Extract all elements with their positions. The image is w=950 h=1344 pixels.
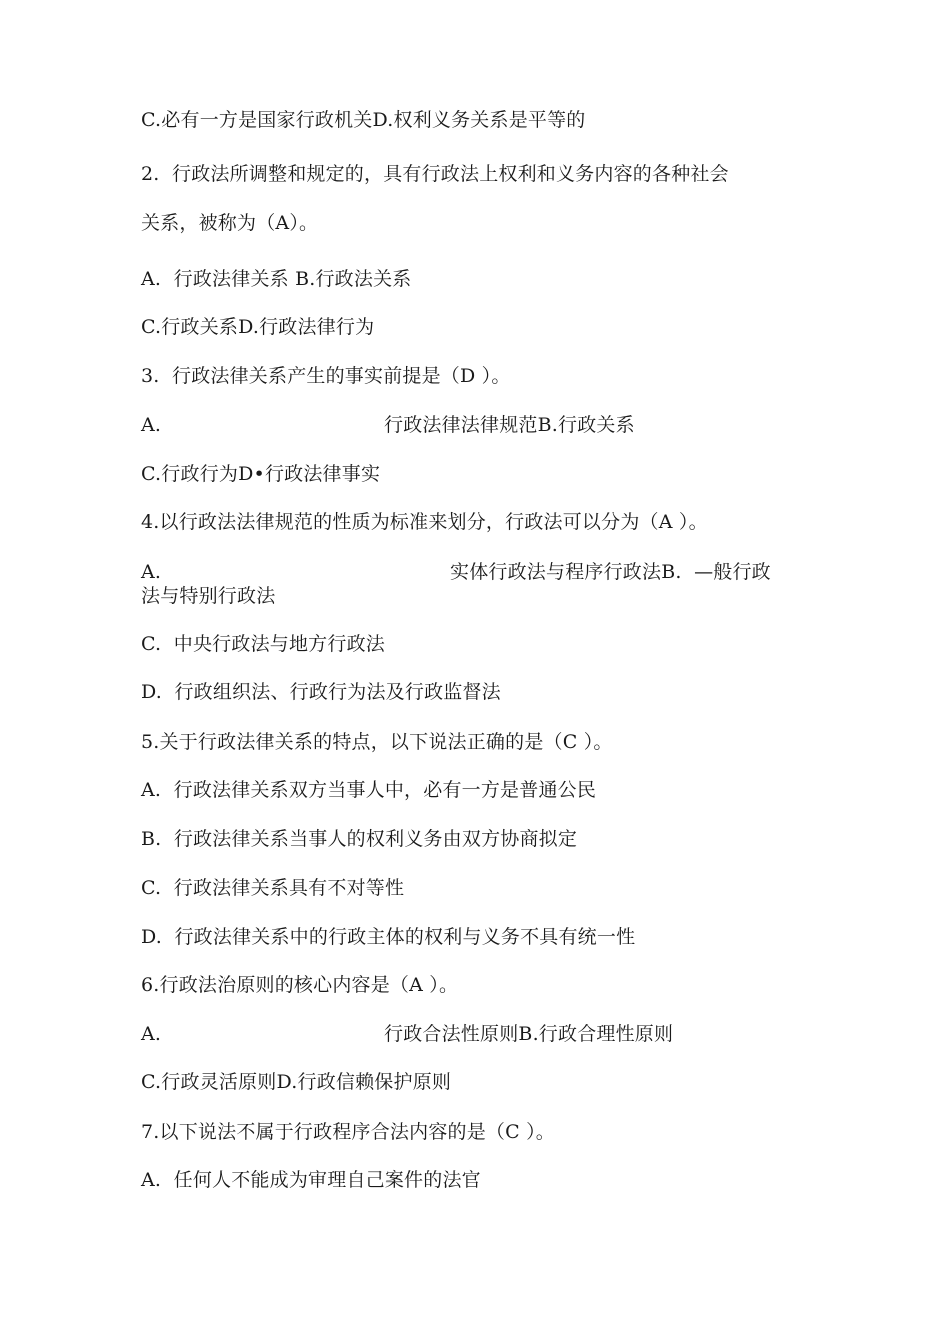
question-5-text: 5.关于行政法律关系的特点，以下说法正确的是（C ）。 — [141, 731, 613, 753]
question-6-text: 6.行政法治原则的核心内容是（A ）。 — [141, 974, 459, 996]
question-4-options-ab-text: 实体行政法与程序行政法B. —般行政 — [450, 561, 771, 583]
question-3-option-a-label: A. — [141, 414, 162, 436]
text-line-q1-options-cd: C.必有一方是国家行政机关D.权利义务关系是平等的 — [141, 109, 586, 131]
question-5-option-d: D. 行政法律关系中的行政主体的权利与义务不具有统一性 — [141, 926, 636, 948]
question-7-option-a: A. 任何人不能成为审理自己案件的法官 — [141, 1169, 481, 1191]
question-5-option-a: A. 行政法律关系双方当事人中，必有一方是普通公民 — [141, 779, 597, 801]
question-4-option-b-continued: 法与特别行政法 — [141, 585, 276, 607]
question-2-options-ab: A. 行政法律关系 B.行政法关系 — [141, 268, 412, 290]
question-2-text-continued: 关系，被称为（A）。 — [141, 212, 319, 234]
question-4-option-c: C. 中央行政法与地方行政法 — [141, 633, 385, 655]
question-3-options-ab-text: 行政法律法律规范B.行政关系 — [384, 414, 635, 436]
question-6-options-ab-text: 行政合法性原则B.行政合理性原则 — [384, 1023, 674, 1045]
question-5-option-b: B. 行政法律关系当事人的权利义务由双方协商拟定 — [141, 828, 578, 850]
question-5-option-c: C. 行政法律关系具有不对等性 — [141, 877, 405, 899]
question-3-options-cd: C.行政行为D•行政法律事实 — [141, 463, 381, 485]
question-7-text: 7.以下说法不属于行政程序合法内容的是（C ）。 — [141, 1121, 556, 1143]
question-6-options-cd: C.行政灵活原则D.行政信赖保护原则 — [141, 1071, 452, 1093]
question-6-option-a-label: A. — [141, 1023, 162, 1045]
question-2-options-cd: C.行政关系D.行政法律行为 — [141, 316, 375, 338]
question-3-text: 3. 行政法律关系产生的事实前提是（D ）。 — [141, 365, 511, 387]
question-4-option-d: D. 行政组织法、行政行为法及行政监督法 — [141, 681, 501, 703]
question-4-text: 4.以行政法法律规范的性质为标准来划分，行政法可以分为（A ）。 — [141, 511, 708, 533]
question-2-text: 2. 行政法所调整和规定的，具有行政法上权利和义务内容的各种社会 — [141, 163, 729, 185]
question-4-option-a-label: A. — [141, 561, 162, 583]
